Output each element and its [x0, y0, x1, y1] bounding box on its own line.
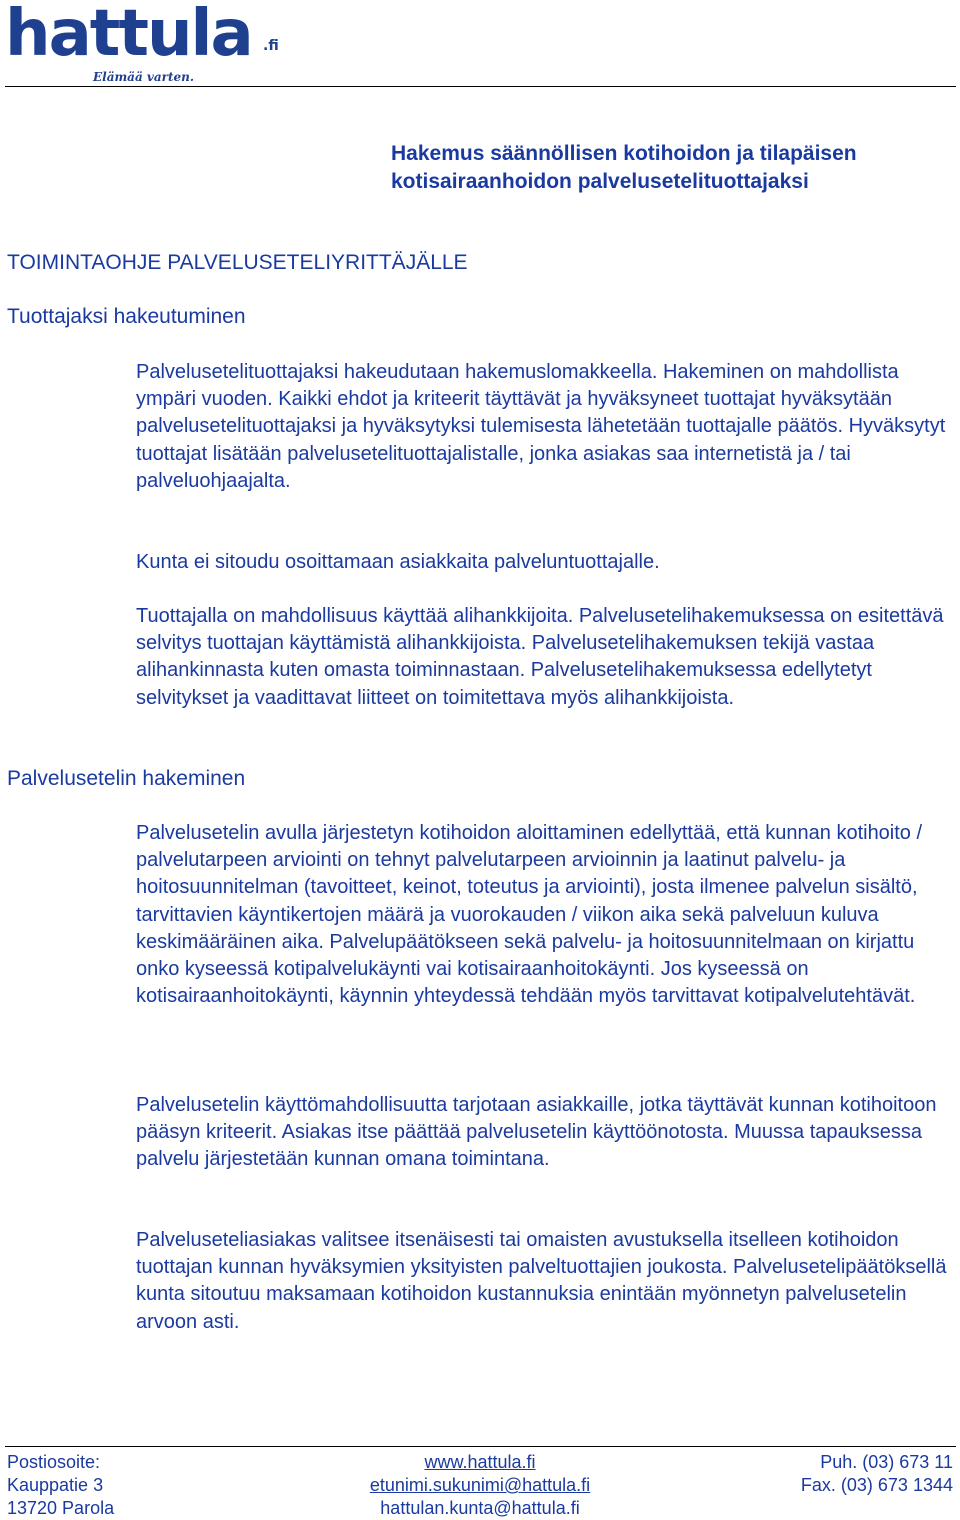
- document-title-line-1: Hakemus säännöllisen kotihoidon ja tilapäisen: [391, 142, 857, 165]
- paragraph-provider-choice: Palveluseteliasiakas valitsee itsenäisesti tai omaisten avustuksella itselleen kotihoidon tuottajan kunnan hyväksymien yksityisten palveltuottajien joukosta. Palvelusetelipäätöksellä kunta sitoutuu maksamaan kotihoidon kustannuksia enintään myönnetyn palvelusetelin arvoon asti.: [136, 1229, 947, 1333]
- footer-web-link[interactable]: www.hattula.fi: [424, 1452, 536, 1472]
- section-heading-producer-application: Tuottajaksi hakeutuminen: [7, 305, 246, 328]
- footer-email-personal-link[interactable]: etunimi.sukunimi@hattula.fi: [369, 1475, 591, 1495]
- logo-domain: .fi: [263, 38, 279, 54]
- paragraph-subcontractors: Tuottajalla on mahdollisuus käyttää alihankkijoita. Palvelusetelihakemuksessa on esitettävä selvitys tuottajan käyttämistä alihankkijoista. Palvelusetelihakemuksen tekijä vastaa alihankinnasta kuten omasta toiminnastaan. Palvelusetelihakemuksessa edellytetyt selvitykset ja vaadittavat liitteet on toimitettava myös alihankkijoista.: [136, 605, 944, 709]
- footer-postal-label: Postiosoite:: [7, 1452, 101, 1472]
- footer-city: 13720 Parola: [7, 1498, 115, 1518]
- header-divider: [5, 86, 956, 87]
- section-heading-voucher-application: Palvelusetelin hakeminen: [7, 767, 246, 790]
- logo-wordmark: hattula: [5, 0, 252, 71]
- footer-phone: Puh. (03) 673 11: [820, 1452, 953, 1472]
- paragraph-voucher-offering: Palvelusetelin käyttömahdollisuutta tarjotaan asiakkaille, jotka täyttävät kunnan kotihoitoon pääsyn kriteerit. Asiakas itse päättää palvelusetelin käyttöönotosta. Muussa tapauksessa palvelu järjestetään kunnan omana toimintana.: [136, 1094, 937, 1171]
- main-heading: TOIMINTAOHJE PALVELUSETELIYRITTÄJÄLLE: [7, 251, 468, 274]
- paragraph-application-process: Palvelusetelituottajaksi hakeudutaan hakemuslomakkeella. Hakeminen on mahdollista ympäri vuoden. Kaikki ehdot ja kriteerit täyttävät ja hyväksyneet tuottajat hyväksytään palvelusetelituottajaksi ja hyväksytyksi tulemisesta lähetetään tuottajalle päätös. Hyväksytyt tuottajat lisätään palvelusetelituottajalistalle, jonka asiakas saa internetistä ja / tai palveluohjaajalta.: [136, 361, 946, 492]
- document-title: [391, 140, 951, 196]
- paragraph-no-client-assignment: Kunta ei sitoudu osoittamaan asiakkaita palveluntuottajalle.: [136, 551, 660, 573]
- document-title-line-2: kotisairaanhoidon palvelusetelituottajaksi: [391, 170, 809, 193]
- hattula-logo: [5, 0, 280, 84]
- footer-fax: Fax. (03) 673 1344: [800, 1475, 953, 1495]
- paragraph-voucher-requirements: Palvelusetelin avulla järjestetyn kotihoidon aloittaminen edellyttää, että kunnan kotihoito / palvelutarpeen arviointi on tehnyt palvelutarpeen arvioinnin ja laatinut palvelu- ja hoitosuunnitelman (tavoitteet, keinot, toteutus ja arviointi), josta ilmenee palvelun sisältö, tarvittavien käyntikertojen määrä ja vuorokauden / viikon aika sekä palveluun kuluva keskimääräinen aika. Palvelupäätökseen sekä palvelu- ja hoitosuunnitelmaan on kirjattu onko kyseessä kotipalvelukäynti vai kotisairaanhoitokäynti. Jos kyseessä on kotisairaanhoitokäynti, käynnin yhteydessä tehdään myös tarvittavat kotipalvelutehtävät.: [136, 822, 923, 1008]
- footer-divider: [5, 1446, 956, 1447]
- logo-tagline: Elämää varten.: [93, 70, 195, 84]
- footer-street: Kauppatie 3: [7, 1475, 104, 1495]
- footer-email-municipality: hattulan.kunta@hattula.fi: [380, 1498, 580, 1518]
